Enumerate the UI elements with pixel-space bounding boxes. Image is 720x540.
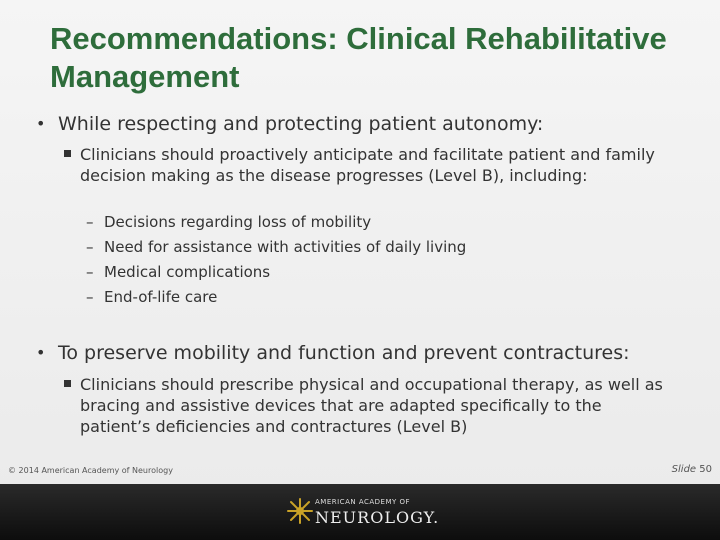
list-item: – Medical complications [86, 260, 270, 285]
square-bullet-icon [64, 380, 71, 387]
dash-icon: – [86, 263, 94, 281]
list-item: – End-of-life care [86, 285, 217, 310]
slide-number [672, 464, 712, 475]
bullet-dot-icon: • [36, 343, 46, 362]
bullet-2-text: To preserve mobility and function and prevent contractures: [58, 342, 630, 364]
square-bullet-icon [64, 150, 71, 157]
bullet-dot-icon: • [36, 114, 46, 133]
dash-icon: – [86, 213, 94, 231]
sub-bullet-1 [64, 144, 674, 186]
sub-bullet-2-text: Clinicians should prescribe physical and occupational therapy, as well as bracing and assistive devices that are adapted specifically to the patient’s deficiencies and contractures (Level B) [80, 375, 663, 436]
dash-icon: – [86, 238, 94, 256]
slide-label: Slide [671, 464, 697, 475]
dash-icon: – [86, 288, 94, 306]
sub-bullet-2 [64, 374, 674, 437]
list-item: – Decisions regarding loss of mobility [86, 210, 371, 235]
sub-bullet-1-text: Clinicians should proactively anticipate and facilitate patient and family decision making as the disease progresses (Level B), including: [80, 145, 655, 185]
slide-title: Recommendations: Clinical Rehabilitative Management [50, 21, 667, 94]
logo-star-icon [285, 496, 315, 526]
slide-number-value: 50 [699, 464, 712, 475]
bullet-1 [36, 112, 706, 136]
bullet-1-text: While respecting and protecting patient autonomy: [58, 113, 544, 135]
copyright: © 2014 American Academy of Neurology [8, 466, 173, 475]
list-item: – Need for assistance with activities of daily living [86, 235, 466, 260]
logo-line-1: AMERICAN ACADEMY OF [315, 498, 411, 506]
bullet-2 [36, 341, 706, 365]
aan-logo [285, 494, 440, 534]
logo-line-2: NEUROLOGY. [315, 508, 440, 527]
